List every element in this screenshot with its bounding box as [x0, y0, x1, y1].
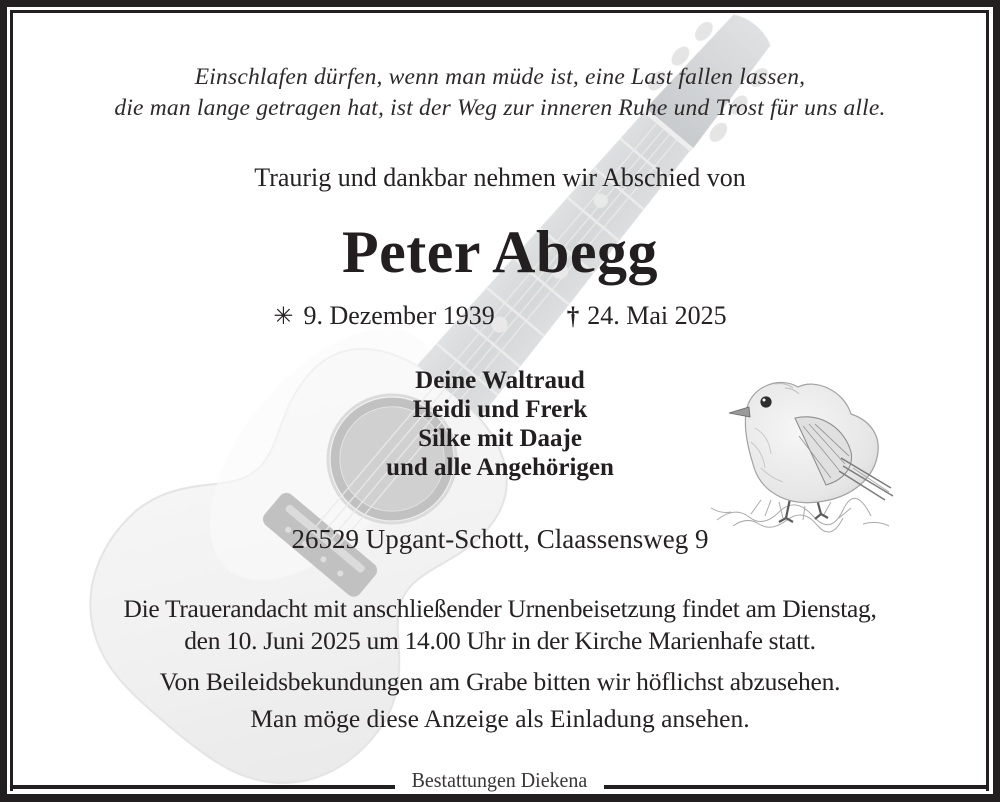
birth-star-icon: ✳	[273, 304, 294, 330]
death-cross-icon: †	[566, 303, 580, 330]
service-info-line2: den 10. Juni 2025 um 14.00 Uhr in der Kirche Marienhafe statt.	[184, 626, 816, 655]
deceased-name: Peter Abegg	[342, 219, 658, 285]
funeral-home-name: Bestattungen Diekena	[411, 768, 588, 792]
address-line: 26529 Upgant-Schott, Claassensweg 9	[291, 524, 709, 554]
family-name-line: und alle Angehörigen	[386, 454, 614, 481]
invitation-note: Man möge diese Anzeige als Einladung ansehen.	[250, 704, 750, 733]
service-info	[30, 593, 970, 657]
death-date-text: 24. Mai 2025	[587, 301, 727, 330]
family-name-line: Silke mit Daaje	[418, 425, 582, 452]
footer-rule-left	[13, 785, 395, 789]
birth-date	[273, 301, 494, 331]
birth-date-text: 9. Dezember 1939	[303, 301, 495, 330]
farewell-intro: Traurig und dankbar nehmen wir Abschied von	[254, 163, 746, 192]
family-names	[30, 366, 970, 482]
service-info-line1: Die Trauerandacht mit anschließender Urnenbeisetzung findet am Dienstag,	[123, 594, 877, 623]
life-dates	[30, 301, 970, 331]
memorial-quote	[30, 62, 970, 124]
condolence-note: Von Beileidsbekundungen am Grabe bitten wir höflichst abzusehen.	[159, 667, 841, 696]
death-date	[567, 301, 727, 331]
footer-rule-right	[604, 785, 986, 789]
memorial-quote-line1: Einschlafen dürfen, wenn man müde ist, eine Last fallen lassen,	[194, 64, 806, 90]
memorial-quote-line2: die man lange getragen hat, ist der Weg zur inneren Ruhe und Trost für uns alle.	[114, 95, 886, 121]
family-name-line: Heidi und Frerk	[412, 396, 588, 423]
footer	[13, 763, 986, 792]
family-name-line: Deine Waltraud	[415, 367, 585, 394]
